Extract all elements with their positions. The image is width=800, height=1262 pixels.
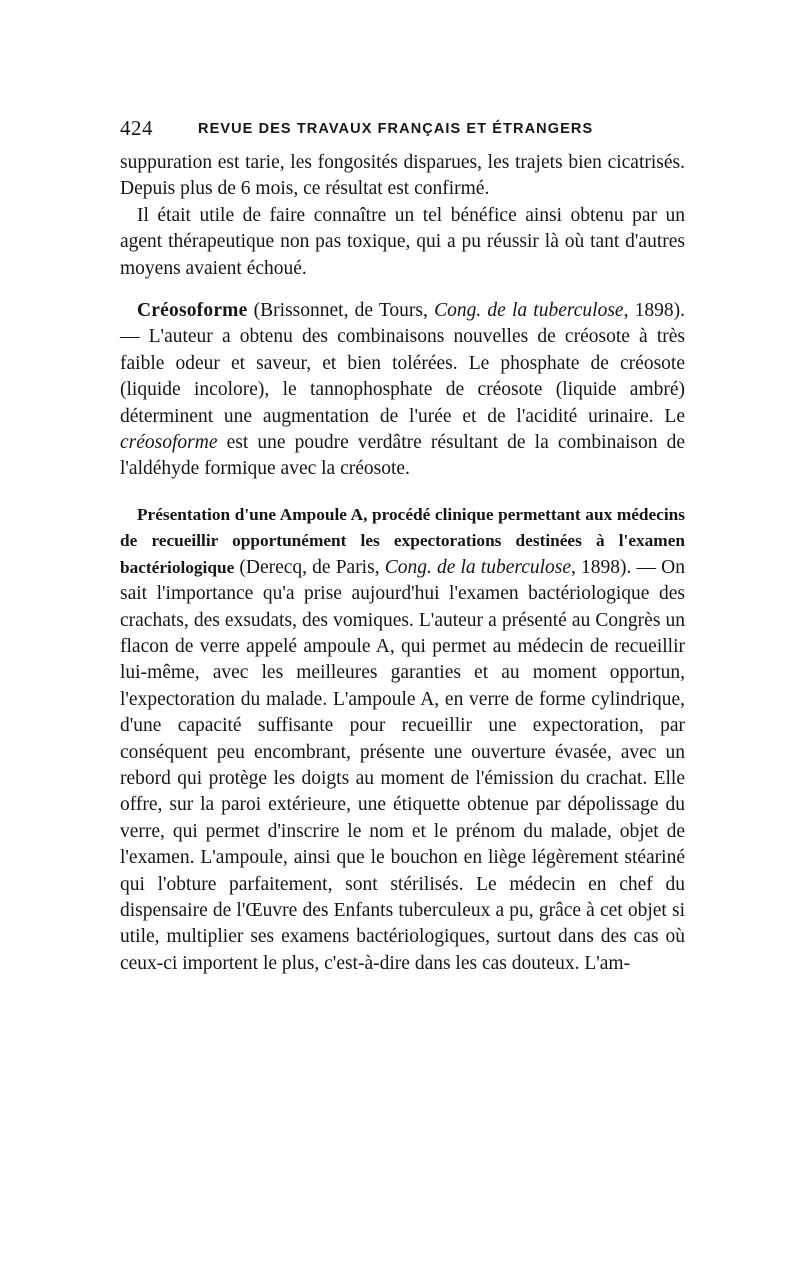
page-number: 424 [120,116,153,140]
entry-source-congress: Cong. de la tuberculose [434,300,624,322]
page-header [120,116,685,146]
entry-source-congress-2: Cong. de la tuberculose [384,556,572,578]
paragraph-suppuration: suppuration est tarie, les fongosités disparues, les trajets bien cicatrisés. Depuis plus de 6 mois, ce résultat est confirmé. [120,152,685,200]
entry-author-derecq: (Derecq, de Paris, [234,556,385,578]
paragraph-benefit: Il était utile de faire connaître un tel bénéfice ainsi obtenu par un agent thérapeutique non pas toxique, qui a pu réussir là où tant d'autres moyens avaient échoué. [120,204,685,279]
entry-author-brissonnet: (Brissonnet, de Tours, [247,300,435,322]
body-text [120,150,685,977]
entry-title-ampoule: Présentation d'une Ampoule A, procédé clinique permettant aux médecins de recueillir opportunément les expectorations destinées à l'examen bactériologique [120,504,685,577]
entry-text-creosoforme: , 1898). — L'auteur a obtenu des combinaisons nouvelles de créosote à très faible odeur et saveur, et bien tolérées. Le phosphate de créosote (liquide incolore), le tannophosphate de créosote (liquide ambré) déterminent une augmentation de l'urée et de l'acidité urinaire. Le [120,300,685,427]
entry-title-creosoforme: Créosoforme [137,300,248,322]
paragraph-ampoule [120,502,685,977]
entry-text-creosoforme-end: est une poudre verdâtre résultant de la combinaison de l'aldéhyde formique avec la créosote. [120,432,685,480]
running-title: REVUE DES TRAVAUX FRANÇAIS ET ÉTRANGERS [198,121,594,137]
entry-text-ampoule: , 1898). — On sait l'importance qu'a prise aujourd'hui l'examen bactériologique des crachats, des exsudats, des vomiques. L'auteur a présenté au Congrès un flacon de verre appelé ampoule A, qui permet au médecin de recueillir lui-même, avec les meilleures garanties et au moment opportun, l'expectoration du malade. L'ampoule A, en verre de forme cylindrique, d'une capacité suffisante pour recueillir une expectoration, par conséquent peu encombrant, présente une ouverture évasée, avec un rebord qui protège les doigts au moment de l'émission du crachat. Elle offre, sur la paroi extérieure, une étiquette obtenue par dépolissage du verre, qui permet d'inscrire le nom et le prénom du malade, objet de l'examen. L'ampoule, ainsi que le bouchon en liège légèrement stéariné qui l'obture parfaitement, sont stérilisés. Le médecin en chef du dispensaire de l'Œuvre des Enfants tuberculeux a pu, grâce à cet objet si utile, multiplier ses examens bactériologiques, surtout dans des cas où ceux-ci importent le plus, c'est-à-dire dans les cas douteux. L'am- [120,556,685,974]
term-creosoforme: créosoforme [120,432,218,454]
paragraph-creosoforme [120,298,685,483]
